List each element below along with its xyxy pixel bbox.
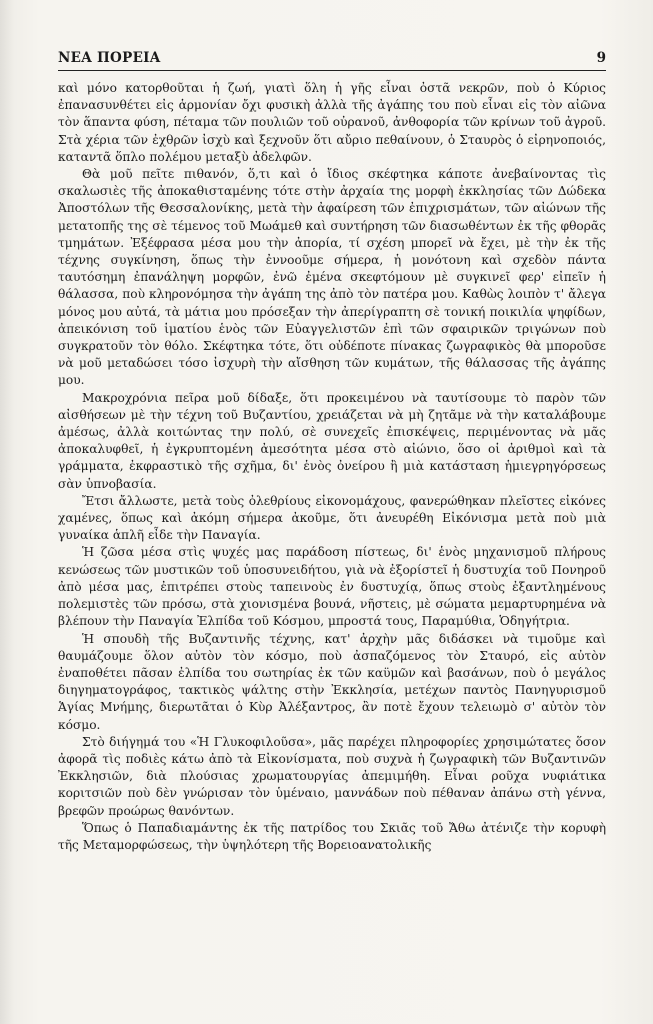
paragraph: Ἔτσι ἄλλωστε, μετὰ τοὺς ὀλεθρίους εἰκονομάχους, φανερώθηκαν πλεῖστες εἰκόνες χαμένες, ὅπως καὶ ἀκόμη σήμερα ἀκοῦμε, ὅτι ἀνευρέθη Εἰκόνισμα μετὰ ποὺ μιὰ γυναίκα ἁπλῆ εἶδε τὴν Παναγία.: [58, 493, 606, 543]
page-binding-shadow: [0, 0, 14, 1024]
running-head: ΝΕΑ ΠΟΡΕΙΑ: [58, 50, 161, 66]
paragraph: Ἡ ζῶσα μέσα στὶς ψυχές μας παράδοση πίστεως, δι' ἑνὸς μηχανισμοῦ πλήρους κενώσεως τῶν μυστικῶν τοῦ ὑποσυνειδήτου, γιὰ νὰ ἐξορίστεῖ ἡ δυστυχία τοῦ Πονηροῦ ἀπὸ μέσα μας, ἐπιτρέπει στοὺς ταπεινοὺς ἐν δυστυχίᾳ, ὅπως στοὺς ἐξαντλημένους πολεμιστὲς τῶν πρόσω, στὰ χιονισμένα βουνά, νῆστεις, μὲ σώματα μεμαρτυρημένα νὰ βλέπουν τὴν Παναγία Ἐλπίδα τοῦ Κόσμου, μπροστά τους, Παραμύθια, Ὁδηγήτρια.: [58, 545, 606, 629]
paragraph: καὶ μόνο κατορθοῦται ἡ ζωή, γιατὶ ὅλη ἡ γῆς εἶναι ὀστᾶ νεκρῶν, ποὺ ὁ Κύριος ἐπανασυνθέτει εἰς ἁρμονίαν ὄχι φυσικὴ ἀλλὰ τῆς ἀγάπης του ποὺ εἶναι εἰς τὸν αἰῶνα τὸν ἅπαντα φύση, πέταμα τῶν πουλιῶν τοῦ οὐρανοῦ, ἀνθοφορία τῶν κρίνων τοῦ ἀγροῦ. Στὰ χέρια τῶν ἐχθρῶν ἰσχὺ καὶ ξεχνοῦν ὅτι αὔριο πεθαίνουν, ὁ Σταυρὸς ὁ εἰρηνοποιός, καταντᾶ ὅπλο πολέμου μεταξὺ ἀδελφῶν.: [58, 81, 606, 164]
page-header: [58, 48, 606, 71]
paragraph: Μακροχρόνια πεῖρα μοῦ δίδαξε, ὅτι προκειμένου νὰ ταυτίσουμε τὸ παρὸν τῶν αἰσθήσεων μὲ τὴν τέχνη τοῦ Βυζαντίου, χρειάζεται νὰ μὴ ζητᾶμε νὰ τὴν καταλάβουμε ἀμέσως, ἀλλὰ κοιτώντας την πολύ, σὲ συνεχεῖς ἐπισκέψεις, περιμένοντας νὰ μᾶς ἀποκαλυφθεῖ, ἡ ἐγκρυπτομένη ἀμεσότητα μέσα στὸ αἰώνιο, ὅσο οἱ ἀριθμοὶ καὶ τὰ γράμματα, ἐκφραστικὸ τῆς σχῆμα, δι' ἑνὸς ὀνείρου ἢ μιὰ κατάσταση ἡμιεγρηγόρσεως σὰν ὑπνοβασία.: [58, 390, 606, 491]
paragraph: Ὅπως ὁ Παπαδιαμάντης ἐκ τῆς πατρίδος του Σκιᾶς τοῦ Ἄθω ἀτένιζε τὴν κορυφὴ τῆς Μεταμορφώσεως, τὴν ὑψηλότερη τῆς Βορειοανατολικῆς: [58, 820, 606, 852]
page-number: 9: [596, 50, 606, 66]
paragraph: Θὰ μοῦ πεῖτε πιθανόν, ὅ,τι καὶ ὁ ἴδιος σκέφτηκα κάποτε ἀνεβαίνοντας τὶς σκαλωσιὲς τῆς ἀποκαθισταμένης τότε στὴν ἀρχαία της μορφὴ ἐκκλησίας τῶν Δώδεκα Ἀποστόλων τῆς Θεσσαλονίκης, μετὰ τὴν ἀφαίρεση τῶν ἐπιχρισμάτων, τῶν αἰώνων τῆς μετατοπῆς της σὲ τέμενος τοῦ Μωάμεθ καὶ συντήρηση τῶν διασωθέντων ἐκ τῆς φθορᾶς τμημάτων. Ἐξέφρασα μέσα μου τὴν ἀπορία, τί σχέση μπορεῖ νὰ ἔχει, μὲ τὴν ἐκ τῆς τέχνης συγκίνηση, ὅπως τὴν ἐννοοῦμε σήμερα, ἡ μονότονη καὶ σχεδὸν πάντα ταυτόσημη ἐπανάληψη μορφῶν, ἐνῶ ἐμένα σκεφτόμουν μὲ συγκινεῖ φερ' εἰπεῖν ἡ θάλασσα, ποὺ κληρονόμησα τὴν ἀγάπη της ἀπὸ τὸν πατέρα μου. Καθὼς λοιπὸν τ' ἄλεγα μόνος μου αὐτά, τὰ μάτια μου πρόσεξαν τὴν ἀπερίγραπτη σὲ τονική ποικιλία ψηφίδων, ἀπεικόνιση τοῦ ἱματίου ἑνὸς τῶν Εὐαγγελιστῶν ἐπὶ τῶν σφαιρικῶν τριγώνων ποὺ συγκρατοῦν τὸν θόλο. Σκέφτηκα τότε, ὅτι οὐδέποτε πίνακας ζωγραφικὸς θὰ μποροῦσε νὰ μοῦ μεταδώσει τόσο ἰσχυρὴ τὴν αἴσθηση τῶν κυμάτων, τῆς θάλασσας τῆς ἀγάπης μου.: [58, 167, 606, 388]
paragraph: Ἡ σπουδὴ τῆς Βυζαντινῆς τέχνης, κατ' ἀρχὴν μᾶς διδάσκει νὰ τιμοῦμε καὶ θαυμάζουμε ὅλον αὐτὸν τὸν κόσμο, ποὺ ἀσπαζόμενος τὸν Σταυρό, εἰς αὐτὸν ἐναποθέτει πᾶσαν ἐλπίδα του σωτηρίας ἐκ τῶν καϋμῶν καὶ βασάνων, ποὺ ὁ μεγάλος διηγηματογράφος, τακτικὸς ψάλτης στὴν Ἐκκλησία, μετέχων παντὸς Πανηγυρισμοῦ Ἁγίας Μνήμης, διερωτᾶται ὁ Κὺρ Ἀλέξαντρος, ἂν ποτὲ ἔχουν τελειωμὸ σ' αὐτὸν τὸν κόσμο.: [58, 631, 606, 732]
paragraph: Στὸ διήγημά του «Ἡ Γλυκοφιλοῦσα», μᾶς παρέχει πληροφορίες χρησιμώτατες ὅσον ἀφορᾶ τὶς ποδιὲς κάτω ἀπὸ τὰ Εἰκονίσματα, ποὺ συχνὰ ἡ ζωγραφικὴ τῶν Βυζαντινῶν Ἐκκλησιῶν, διὰ πλούσιας χρωματουργίας ἀπεμιμήθη. Εἶναι ροῦχα νυφιάτικα κοριτσιῶν ποὺ δὲν γνώρισαν τὸν ὑμέναιο, μαννάδων ποὺ πέθαναν ἀπάνω στὴ γέννα, βρεφῶν προώρως θανόντων.: [58, 734, 606, 818]
article-body: [58, 80, 606, 854]
